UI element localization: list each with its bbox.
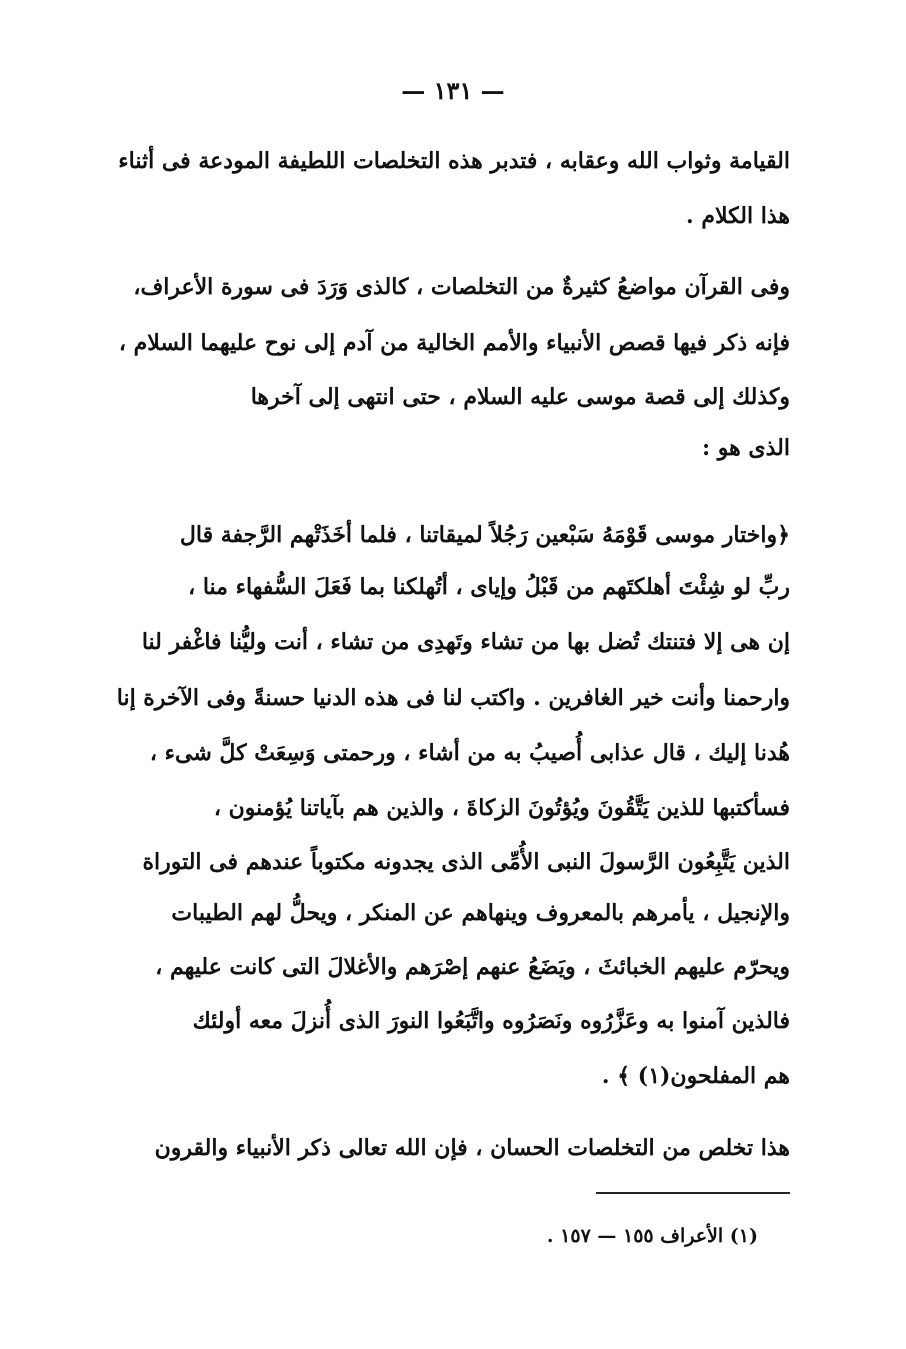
text-line: وفى القرآن مواضعُ كثيرةٌ من التخلصات ، كالذى وَرَدَ فى سورة الأعراف، <box>133 274 790 300</box>
quote-line: ويحرّم عليهم الخبائثَ ، ويَضَعُ عنهم إصْرَهم والأغلالَ التى كانت عليهم ، <box>155 954 790 980</box>
quote-line: هم المفلحون(١) ﴾ . <box>601 1063 790 1089</box>
quote-line: هُدنا إليك ، قال عذابى أُصيبُ به من أشاء ، ورحمتى وَسِعَتْ كلَّ شىء ، <box>149 740 790 766</box>
quote-line: فالذين آمنوا به وعَزَّرُوه ونَصَرُوه واتَّبَعُوا النورَ الذى أُنزلَ معه أولئك <box>192 1008 790 1034</box>
quote-line: ﴿واختار موسى قَوْمَهُ سَبْعين رَجُلاً لميقاتنا ، فلما أخَذَتْهم الرَّجفة قال <box>179 522 790 548</box>
quote-line: إن هى إلا فتنتك تُضل بها من تشاء وتَهدِى من تشاء ، أنت وليُّنا فاغْفر لنا <box>141 629 790 655</box>
footnote: (١) الأعراف ١٥٥ — ١٥٧ . <box>546 1225 758 1247</box>
quote-line: فسأكتبها للذين يَتَّقُونَ ويُؤتُونَ الزكاةَ ، والذين هم بآياتنا يُؤمنون ، <box>213 795 790 821</box>
page-number: — ١٣١ — <box>401 76 505 105</box>
quote-line: وارحمنا وأنت خير الغافرين . واكتب لنا فى هذه الدنيا حسنةً وفى الآخرة إنا <box>116 685 790 711</box>
quote-line: الذين يَتَّبِعُون الرَّسولَ النبى الأُمِّى الذى يجدونه مكتوباً عندهم فى التوراة <box>142 849 790 875</box>
text-line: هذا الكلام . <box>686 203 790 229</box>
text-line: الذى هو : <box>702 435 790 461</box>
footnote-divider <box>596 1192 790 1194</box>
quote-line: ربِّ لو شِئْتَ أهلكتَهم من قَبْلُ وإياى ، أتُهلكنا بما فَعَلَ السُّفهاء منا ، <box>188 574 790 600</box>
text-line: هذا تخلص من التخلصات الحسان ، فإن الله تعالى ذكر الأنبياء والقرون <box>154 1135 790 1161</box>
text-line: فإنه ذكر فيها قصص الأنبياء والأمم الخالية من آدم إلى نوح عليهما السلام ، <box>118 330 790 356</box>
text-line: وكذلك إلى قصة موسى عليه السلام ، حتى انتهى إلى آخرها <box>250 384 790 410</box>
quote-line: والإنجيل ، يأمرهم بالمعروف وينهاهم عن المنكر ، ويحلُّ لهم الطيبات <box>171 900 790 926</box>
text-line: القيامة وثواب الله وعقابه ، فتدبر هذه التخلصات اللطيفة المودعة فى أثناء <box>118 148 790 174</box>
